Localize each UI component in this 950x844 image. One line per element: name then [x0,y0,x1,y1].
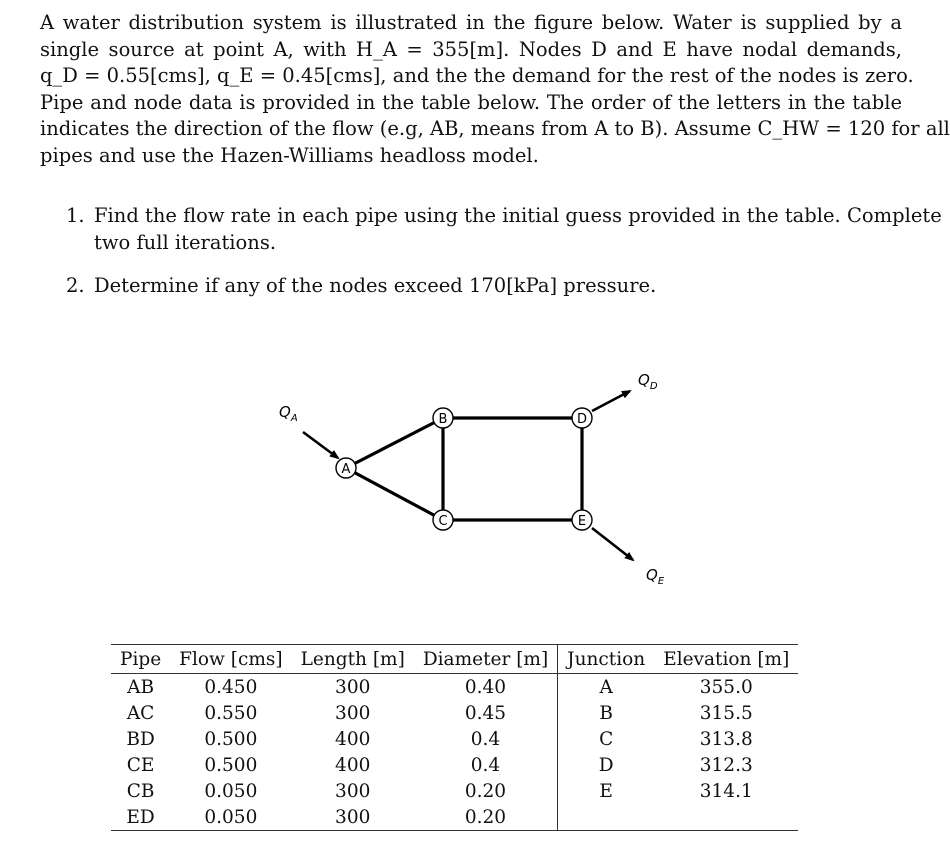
node-label: E [577,514,587,529]
table-cell: 0.40 [464,676,507,698]
table-cell: 314.1 [699,780,753,802]
table-cell: B [558,700,655,726]
node-b [433,408,453,428]
pipe-node-table [111,644,798,831]
table-cell: BD [126,728,155,750]
table-cell: 400 [335,728,371,750]
problem-line: indicates the direction of the flow (e.g, AB, means from A to B). Assume C_HW = 120 for all [40,117,950,141]
outflow-arrow-qd [592,391,630,411]
table-cell: 0.500 [204,728,258,750]
table-header-row [111,645,798,674]
table-cell [558,804,655,831]
outflow-arrow-qe [592,528,633,560]
pipe-ab [346,418,443,468]
table-cell: 0.45 [464,702,507,724]
table-cell: ED [111,804,170,831]
table-cell: AC [126,702,155,724]
table-cell: CE [126,754,155,776]
table-cell: 0.4 [470,754,501,776]
problem-line: pipes and use the Hazen-Williams headloss model. [40,143,539,167]
problem-line: q_D = 0.55[cms], q_E = 0.45[cms], and the the demand for the rest of the nodes is zero. [40,64,914,88]
node-label: D [576,412,588,427]
question-number: 2. [66,274,85,297]
question-line: Determine if any of the nodes exceed 170[kPa] pressure. [94,274,657,297]
flow-label-qe: $Q_E$ [646,566,665,587]
flow-label-qd: $Q_D$ [638,371,658,392]
table-row [111,674,798,701]
table-cell: 0.450 [204,676,258,698]
table-cell: E [558,778,655,804]
table-cell: 355.0 [699,676,753,698]
table-cell: 300 [335,702,371,724]
node-a [336,458,356,478]
table-row [111,804,798,831]
node-label: A [341,462,351,477]
column-header: Flow [cms] [170,645,291,674]
node-e [572,510,592,530]
node-label: C [438,514,448,529]
table-cell: 400 [335,754,371,776]
table-row [111,726,798,752]
table-cell: C [558,726,655,752]
table-cell: CB [126,780,155,802]
table-cell: 315.5 [699,702,753,724]
table-cell: 313.8 [699,728,753,750]
column-header: Diameter [m] [414,645,558,674]
problem-line: Pipe and node data is provided in the table below. The order of the letters in the table [40,90,902,114]
table-cell: 312.3 [699,754,753,776]
node-d [572,408,592,428]
table-cell: A [558,674,655,701]
table-cell: 0.20 [464,780,507,802]
inflow-arrow-qa [303,432,338,458]
table-cell: 0.050 [204,780,258,802]
table-row [111,700,798,726]
flow-label-qa: $Q_A$ [279,403,298,424]
problem-line: A water distribution system is illustrated in the figure below. Water is supplied by a [40,11,902,34]
table-row [111,752,798,778]
table-cell: 300 [335,780,371,802]
column-header: Junction [558,645,655,674]
node-label: B [438,412,448,427]
table-cell: 0.050 [170,804,291,831]
column-header: Length [m] [292,645,414,674]
question-line: two full iterations. [94,230,277,254]
table-cell: D [558,752,655,778]
table-cell: 0.550 [204,702,258,724]
table-cell: 300 [335,676,371,698]
column-header: Elevation [m] [654,645,798,674]
table-cell: 0.20 [414,804,558,831]
node-c [433,510,453,530]
table-cell [654,804,798,831]
table-row [111,778,798,804]
table-cell: 300 [292,804,414,831]
table-cell: 0.4 [470,728,501,750]
question-line: Find the flow rate in each pipe using the initial guess provided in the table. Complete [94,204,942,227]
problem-line: single source at point A, with H_A = 355[m]. Nodes D and E have nodal demands, [40,37,902,61]
table-cell: AB [127,676,155,698]
column-header: Pipe [111,645,170,674]
pipe-ac [346,468,443,520]
table-cell: 0.500 [204,754,258,776]
question-number: 1. [66,204,85,227]
